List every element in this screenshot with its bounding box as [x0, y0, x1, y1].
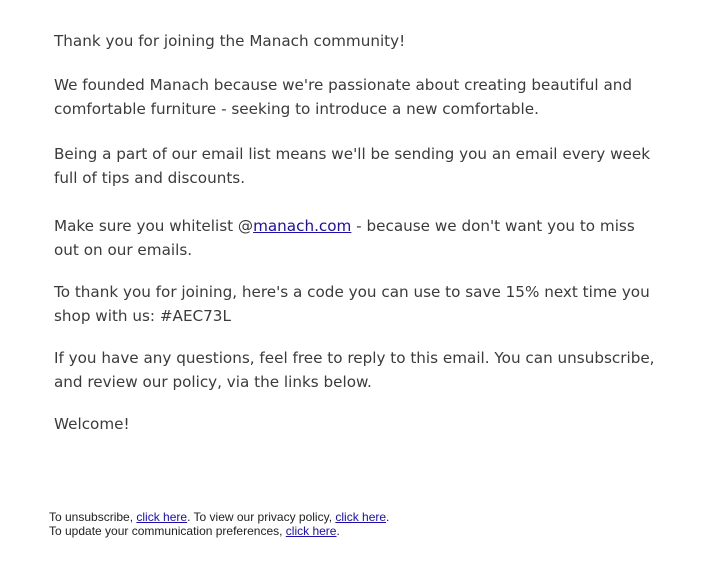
whitelist-prefix: Make sure you whitelist @ [54, 217, 254, 235]
questions-paragraph: If you have any questions, feel free to reply to this email. You can unsubscribe, and review our policy, via the links below. [54, 349, 655, 391]
privacy-prefix: . To view our privacy policy, [187, 510, 336, 524]
welcome-paragraph: Welcome! [54, 415, 130, 433]
email-list-paragraph: Being a part of our email list means we'll be sending you an email every week full of tips and discounts. [54, 145, 650, 187]
email-footer [49, 510, 389, 538]
privacy-policy-link[interactable]: click here [335, 510, 387, 524]
unsubscribe-prefix: To unsubscribe, [49, 510, 137, 524]
preferences-suffix: . [336, 524, 340, 538]
manach-domain-link[interactable]: manach.com [253, 217, 352, 235]
preferences-link[interactable]: click here [285, 524, 337, 538]
footer-line-unsubscribe [49, 510, 389, 524]
privacy-suffix: . [386, 510, 390, 524]
founded-paragraph: We founded Manach because we're passionate about creating beautiful and comfortable furniture - seeking to introduce a new comfortable. [54, 76, 633, 118]
email-body [54, 29, 664, 436]
unsubscribe-link[interactable]: click here [136, 510, 188, 524]
whitelist-paragraph [54, 214, 664, 262]
preferences-prefix: To update your communication preferences, [49, 524, 286, 538]
discount-code-paragraph: To thank you for joining, here's a code you can use to save 15% next time you shop with us: #AEC73L [54, 283, 650, 325]
whitelist-suffix: - because we don't want you to miss out on our emails. [54, 217, 635, 259]
greeting-paragraph: Thank you for joining the Manach community! [54, 32, 406, 50]
footer-line-preferences [49, 524, 389, 538]
